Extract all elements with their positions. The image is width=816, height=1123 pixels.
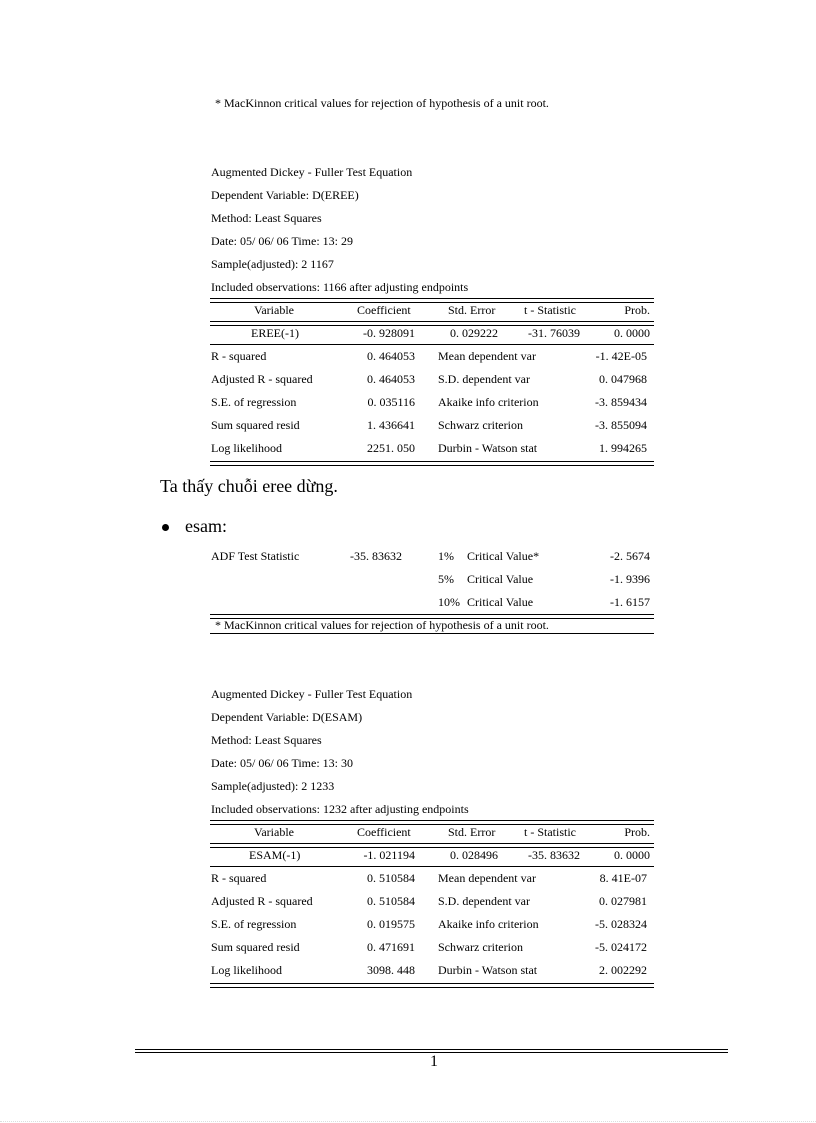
adf-level-value: -1. 9396 [610, 572, 650, 586]
eq1-stat-label: Log likelihood [211, 441, 282, 455]
eq1-stat-label: Sum squared resid [211, 418, 300, 432]
eq2-stat-label: Durbin - Watson stat [438, 963, 538, 977]
eq1-stat-label: Mean dependent var [438, 349, 536, 363]
eq2-stat-value: 0. 510584 [367, 871, 415, 885]
eq1-stat-label: S.D. dependent var [438, 372, 530, 386]
eq2-stat-label: Schwarz criterion [438, 940, 523, 954]
eq1-stat-label: R - squared [211, 349, 267, 363]
eq1-header-std-error: Std. Error [448, 303, 496, 317]
adf-value: -35. 83632 [350, 549, 402, 563]
adf-level-value: -2. 5674 [610, 549, 650, 563]
adf-level-pct: 1% [438, 549, 454, 563]
eq2-stat-label: Mean dependent var [438, 871, 536, 885]
eq1-row-std-error: 0. 029222 [450, 326, 498, 340]
eq1-stat-value: -1. 42E-05 [595, 349, 647, 363]
adf-level-label: Critical Value* [467, 549, 540, 563]
eq2-date: Date: 05/ 06/ 06 Time: 13: 30 [211, 756, 354, 770]
eq1-stat-label: Akaike info criterion [438, 395, 539, 409]
eq1-stat-value: 2251. 050 [367, 441, 415, 455]
eq1-stat-value: -3. 855094 [595, 418, 647, 432]
eq2-row-variable: ESAM(-1) [249, 848, 301, 862]
eq2-row-std-error: 0. 028496 [450, 848, 498, 862]
eq2-header-variable: Variable [254, 825, 294, 839]
eq1-row-variable: EREE(-1) [251, 326, 299, 340]
eq2-stat-value: -5. 024172 [595, 940, 647, 954]
eq1-header-t-statistic: t - Statistic [524, 303, 576, 317]
eq1-stat-label: Schwarz criterion [438, 418, 523, 432]
eq1-stat-label: Adjusted R - squared [211, 372, 313, 386]
eq1-stat-value: 0. 464053 [367, 372, 415, 386]
eq2-header-std-error: Std. Error [448, 825, 496, 839]
conclusion-text: Ta thấy chuỗi eree dừng. [160, 476, 338, 496]
eq2-title: Augmented Dickey - Fuller Test Equation [211, 687, 413, 701]
eq1-stat-label: Durbin - Watson stat [438, 441, 538, 455]
eq1-sample: Sample(adjusted): 2 1167 [211, 257, 334, 271]
adf-level-pct: 5% [438, 572, 454, 586]
note2-rule [210, 633, 654, 634]
eq2-rule-mid [210, 866, 654, 867]
eq2-stat-value: 0. 027981 [599, 894, 647, 908]
mackinnon-note: * MacKinnon critical values for rejection of hypothesis of a unit root. [215, 96, 549, 110]
eq2-row-prob: 0. 0000 [614, 848, 650, 862]
eq1-dependent-variable: Dependent Variable: D(EREE) [211, 188, 359, 202]
eq2-row-coefficient: -1. 021194 [363, 848, 415, 862]
eq1-row-t-statistic: -31. 76039 [528, 326, 580, 340]
eq1-date: Date: 05/ 06/ 06 Time: 13: 29 [211, 234, 354, 248]
eq2-stat-value: 0. 019575 [367, 917, 415, 931]
eq1-stat-value: -3. 859434 [595, 395, 647, 409]
bullet-label-esam: esam: [185, 516, 227, 536]
eq1-header-prob: Prob. [624, 303, 650, 317]
eq2-row-t-statistic: -35. 83632 [528, 848, 580, 862]
adf-level-label: Critical Value [467, 595, 534, 609]
eq2-header-coefficient: Coefficient [357, 825, 411, 839]
eq2-stat-value: 0. 510584 [367, 894, 415, 908]
eq1-header-coefficient: Coefficient [357, 303, 411, 317]
adf-label: ADF Test Statistic [211, 549, 300, 563]
eq1-method: Method: Least Squares [211, 211, 322, 225]
eq1-header-variable: Variable [254, 303, 294, 317]
adf-level-pct: 10% [438, 595, 460, 609]
mackinnon-note-2: * MacKinnon critical values for rejection of hypothesis of a unit root. [215, 618, 549, 632]
eq1-stat-value: 0. 047968 [599, 372, 647, 386]
eq2-stat-label: S.D. dependent var [438, 894, 530, 908]
eq2-stat-value: -5. 028324 [595, 917, 647, 931]
eq2-included: Included observations: 1232 after adjusting endpoints [211, 802, 469, 816]
page-number: 1 [430, 1053, 438, 1070]
eq2-stat-label: R - squared [211, 871, 267, 885]
adf-level-value: -1. 6157 [610, 595, 650, 609]
eq1-title: Augmented Dickey - Fuller Test Equation [211, 165, 413, 179]
eq1-stat-value: 1. 994265 [599, 441, 647, 455]
eq1-rule-bottom [210, 461, 654, 466]
eq2-stat-label: Akaike info criterion [438, 917, 539, 931]
eq2-stat-value: 2. 002292 [599, 963, 647, 977]
eq2-stat-value: 0. 471691 [367, 940, 415, 954]
eq2-method: Method: Least Squares [211, 733, 322, 747]
eq1-row-prob: 0. 0000 [614, 326, 650, 340]
eq2-rule-bottom [210, 983, 654, 988]
eq1-rule-mid [210, 344, 654, 345]
eq2-header-t-statistic: t - Statistic [524, 825, 576, 839]
eq1-stat-label: S.E. of regression [211, 395, 297, 409]
eq2-stat-label: Log likelihood [211, 963, 282, 977]
adf-level-label: Critical Value [467, 572, 534, 586]
eq1-included: Included observations: 1166 after adjusting endpoints [211, 280, 469, 294]
eq1-stat-value: 1. 436641 [367, 418, 415, 432]
bullet-icon [162, 524, 169, 531]
eq2-dependent-variable: Dependent Variable: D(ESAM) [211, 710, 363, 724]
page-edge-divider [0, 1121, 816, 1122]
eq2-stat-label: S.E. of regression [211, 917, 297, 931]
eq2-stat-value: 8. 41E-07 [599, 871, 647, 885]
eq1-row-coefficient: -0. 928091 [363, 326, 415, 340]
eq1-stat-value: 0. 035116 [367, 395, 415, 409]
eq2-stat-value: 3098. 448 [367, 963, 415, 977]
eq1-stat-value: 0. 464053 [367, 349, 415, 363]
eq2-header-prob: Prob. [624, 825, 650, 839]
eq2-stat-label: Sum squared resid [211, 940, 300, 954]
eq2-stat-label: Adjusted R - squared [211, 894, 313, 908]
eq2-sample: Sample(adjusted): 2 1233 [211, 779, 335, 793]
